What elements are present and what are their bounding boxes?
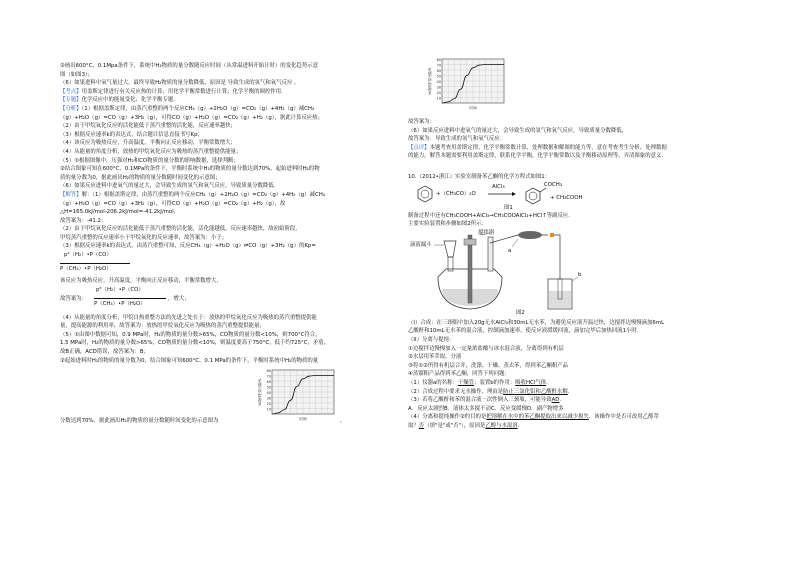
text-line: 乙酸酐和10mL无水苯的混合液，控制滴加速率，使反应液缓缓回流，滴加完毕后加热回流1小时. bbox=[408, 328, 639, 335]
text-line: △H=165.0kJ/mol-206.2kJ/mol=-41.2kJ/mol， bbox=[60, 209, 180, 216]
text-line bbox=[60, 96, 390, 105]
section-text: （1）根据盖斯定律，由蒸汽重整的两个反应CH₄（g）+2H₂O（g）=CO₂（g）+4H₂（g）减CH₄ bbox=[81, 105, 315, 112]
tick-label: 20 bbox=[436, 91, 441, 95]
x-axis-label: 时间 bbox=[469, 106, 477, 110]
text-line: （6）如果进料中氧气量过大，最终导致H₂物质的量分数降低，原因是 导致生成的氢气和氧气反应 。 bbox=[60, 80, 300, 87]
left-text-block-c bbox=[60, 314, 390, 366]
text-line: （5）①由图中数据可知，0.9 MPa时，H₂的物质的量分数>65%，CO物质的量分数<10%，则700°C符合， bbox=[60, 331, 321, 338]
tick-label: 20 bbox=[266, 402, 271, 407]
tick-label: 70 bbox=[436, 63, 441, 68]
figure-label: 图2 bbox=[516, 309, 525, 316]
text-line: 故B正确，ACD错误，故答案为：B； bbox=[60, 349, 149, 356]
answer-blank: 吸收HCl气体 bbox=[515, 379, 547, 386]
text-line: ①边搅拌边慢慢加入一定量浓盐酸与冰水混合液，分离得到有机层 bbox=[408, 345, 564, 352]
kp-denominator: P（CH₄）•P（H₂O） bbox=[60, 266, 112, 273]
kp-answer-suffix: ，增大； bbox=[168, 295, 190, 302]
text-line: （6）如果反应进料中进氧气的量过大，会导致生成的氢气和氧气反应，导致质量分数降低. bbox=[60, 183, 276, 190]
tick-label: 10 bbox=[266, 407, 271, 412]
tick-label: 40 bbox=[266, 391, 271, 396]
question-4: （4）分离和提纯操作②的目的是把溶解在水中的苯乙酮提取出来以减少损失．该操作中是否可改用乙醇萃 bbox=[408, 414, 659, 421]
text-line: （5）①根据图像中，压强对H₂和CO物质的量分数的影响数据，选择判断； bbox=[60, 157, 239, 164]
question-3-options: A．反应太剧烈B．液体太多搅不动C．反应变缓慢D．副产物增多 bbox=[408, 405, 564, 412]
y-axis-label: H₂物质的量分数/% bbox=[258, 378, 262, 406]
kp-expression-2 bbox=[60, 286, 390, 314]
question-1: （1）仪器a的名称：干燥管；装置b的作用：吸收HCl气体. bbox=[408, 379, 548, 386]
question-3: （3）若将乙酸酐和苯的混合液一次性倒入三颈瓶，可能导致AD. bbox=[408, 397, 562, 404]
text-line: 质的量分数为0，据此画出H₂的物质的量分数随时间变化的示意图； bbox=[60, 174, 221, 181]
text-line: 故答案为：-41.2； bbox=[60, 217, 107, 224]
section-text: 解：（1）根据盖斯定律，由蒸汽重整的两个反应CH₄（g）+2H₂O（g）=CO₂（g）+4H₂（g）减CH₄ bbox=[81, 191, 325, 198]
text-line: （3）根据反应速率k的表达式，结合题目信息直接书写Kp； bbox=[60, 131, 203, 138]
text-line: 图（如图3）； bbox=[60, 71, 94, 78]
apparatus-figure bbox=[408, 229, 753, 319]
answer-line: 分数达到70%，据此画出H₂的物质的量分数随时间变化的示意图为 bbox=[60, 418, 219, 425]
y-axis-label: H₂物质的量分数/% bbox=[428, 67, 432, 95]
answer-blank: AD bbox=[551, 397, 560, 404]
text-line: ②水层用苯萃取，分液 bbox=[408, 354, 462, 361]
text-line: 主要实验装置和步骤如图2所示： bbox=[408, 221, 487, 228]
left-text-block-a bbox=[60, 62, 390, 251]
text-line bbox=[60, 191, 390, 200]
right-text-block-a bbox=[408, 118, 753, 161]
section-tag: 【点评】 bbox=[408, 144, 430, 151]
part-a-label: a bbox=[508, 247, 512, 254]
left-text-block-b bbox=[60, 277, 390, 286]
text-line: （g）+H₂O（g）=CO（g）+3H₂（g），可得CO（g）+H₂O（g）=CO₂（g）+H₂（g），据此计算反应热； bbox=[60, 114, 323, 121]
text-line: （4）从能量的角度分析，放热的甲烷氧化反应为吸热的蒸汽重整提供能量； bbox=[60, 148, 242, 155]
tick-label: 30 bbox=[436, 85, 441, 90]
text-line: ③将①②所得有机层合并，洗涤、干燥、蒸去苯，得到苯乙酮粗产品 bbox=[408, 362, 569, 369]
text-line: （2）由于甲烷氧化反应的活化能低于蒸汽重整的活化能，活化能越低，反应速率越快，故初始阶段， bbox=[60, 226, 301, 233]
section-tag: 【专题】 bbox=[60, 97, 82, 104]
funnel-label: 滴液漏斗 bbox=[410, 241, 432, 248]
answer-blank: 防止三氯化铝和乙酸酐水解 bbox=[503, 388, 568, 395]
kp-expression-1 bbox=[60, 251, 390, 277]
stirrer-label: 搅拌器 bbox=[478, 229, 495, 236]
text-line bbox=[60, 88, 390, 97]
tick-label: 40 bbox=[436, 80, 441, 84]
problem-intro: 10.（2012•浙江）实验室制备苯乙酮的化学方程式如图1： bbox=[408, 173, 551, 180]
tick-label: 80 bbox=[266, 369, 271, 374]
h2-fraction-chart bbox=[428, 56, 508, 114]
tick-label: 70 bbox=[266, 374, 271, 379]
question-4-continued: 取？否（填"是"或"否"），原因是乙醇与水混溶. bbox=[408, 422, 520, 429]
text-line: （I）合成：在三颈瓶中加入20g无水AlCl₃和30mL无水苯，为避免反应液升温过快，边搅拌边慢慢滴加6mL bbox=[408, 319, 665, 326]
text-line: （6）如果反应进料中进氧气的量过大，会导致生成的氢气和氧气反应，导致质量分数降低， bbox=[408, 127, 628, 134]
right-text-block-b bbox=[408, 212, 753, 229]
figure-label: 图1 bbox=[504, 204, 513, 211]
left-column bbox=[60, 62, 390, 429]
kp-numerator: p³（H₂）•P（CO） bbox=[96, 286, 144, 293]
text-line: （3）根据反应速率k的表达式，由蒸汽重整可知，反应CH₄（g）+H₂O（g）⇌CO（g）+3H₂（g）的Kp= bbox=[60, 243, 316, 250]
kp-denominator: P（CH₄）•P（H₂O） bbox=[94, 300, 146, 307]
answer-blank: 乙醇与水混溶 bbox=[485, 422, 518, 429]
section-tag: 【解答】 bbox=[60, 191, 82, 198]
text-line: 故答案为： bbox=[408, 119, 435, 125]
right-graph-row bbox=[408, 56, 753, 118]
text-line: ②画出600°C、0.1Mpa条件下，系统中H₂物质的量分数随反应时间（从常温进料开始计时）的变化趋势示意 bbox=[60, 63, 318, 69]
answer-blank: 干燥管 bbox=[457, 379, 475, 386]
text-line: 甲烷蒸汽重整的反应速率小于甲烷氧化的反应速率，故答案为：小于； bbox=[60, 234, 228, 241]
part-b-label: b bbox=[578, 271, 582, 278]
product-group-text: COCH₃ bbox=[544, 181, 562, 188]
answer-blank: 把溶解在水中的苯乙酮提取出来以减少损失 bbox=[486, 414, 589, 421]
text-line: 的能力，解答本题需要利用盖斯定律，联系化学平衡，化学平衡常数以及平衡移动原理等，弄清图象的意义. bbox=[408, 153, 664, 160]
text-line: 该反应为吸热反应，升高温度，平衡向正反应移动，平衡常数增大， bbox=[60, 278, 222, 285]
left-graph-row bbox=[60, 365, 390, 429]
text-line: ④蒸馏粗产品得到苯乙酮，回答下列问题： bbox=[408, 371, 510, 378]
tick-label: 10 bbox=[436, 96, 441, 101]
section-text: 本题考查用盖斯定律、化学平衡常数计算、处理数据和解图的能力等，意在考查考生分析、处理数据 bbox=[429, 144, 667, 151]
kp-answer-prefix: 故答案为： bbox=[60, 295, 87, 302]
reaction-equation bbox=[408, 182, 753, 212]
text-line bbox=[60, 105, 390, 114]
text-line: （4）该反应为吸热反应，升高温度，平衡向正反应移动，平衡常数增大； bbox=[60, 140, 236, 147]
catalyst-text: AlCl₃ bbox=[492, 183, 505, 190]
tick-label: 80 bbox=[436, 58, 441, 62]
section-tag: 【考点】 bbox=[60, 88, 82, 95]
lab-apparatus-drawing bbox=[408, 229, 628, 319]
answer-blank: 否 bbox=[418, 422, 425, 429]
text-line: 制备过程中还有CH₃COOH+AlCl₃→CH₃COOAlCl₂+HCl↑等副反应. bbox=[408, 212, 571, 219]
tick-label: 50 bbox=[266, 385, 271, 390]
reactant-text: +（CH₃CO）₂O bbox=[436, 190, 476, 197]
text-line: 1.5 MPa时，H₂的物质的量分数>65%，CO物质的量分数<10%，则温度要高于750°C，低于约725°C，矛盾， bbox=[60, 340, 330, 347]
text-line: ②起始进料时H₂的物质的量分数为0，结合图象可知600°C、0.1 MPa的条件下，平衡时系统中H₂的物质的量 bbox=[60, 357, 319, 364]
text-line: ②结合图象可知在600°C、0.1MPa的条件下，平衡时系统中H₂的物质的量分数达到70%，起始进料时H₂的物 bbox=[60, 166, 320, 173]
text-line bbox=[408, 144, 753, 153]
tick-label: 30 bbox=[266, 396, 271, 401]
kp-numerator: p³（H₂）•P（CO） bbox=[64, 252, 112, 259]
text-line: （II）分离与提纯： bbox=[408, 336, 455, 343]
tick-label: 50 bbox=[436, 74, 441, 79]
text-line: （4）从能量的角度分析，甲烷自热重整方法的先进之处在于：放热的甲烷氧化反应为吸热的蒸汽重整提供能 bbox=[60, 314, 317, 321]
tick-label: 60 bbox=[436, 69, 441, 73]
tick-label: 60 bbox=[266, 380, 271, 385]
right-column bbox=[408, 56, 753, 430]
section-tag: 【分析】 bbox=[60, 105, 82, 112]
section-text: 化学反应中的能量变化；化学平衡专题. bbox=[81, 97, 175, 104]
section-text: 用盖斯定律进行有关反应热的计算；用化学平衡常数进行计算；化学平衡的调控作用. bbox=[81, 88, 283, 95]
right-text-block-c bbox=[408, 319, 753, 379]
text-line: （2）由于甲烷氧化反应的活化能低于蒸汽重整的活化能，反应速率越快； bbox=[60, 123, 236, 130]
text-line: 量，提高能源的利用率，故答案为：放热的甲烷氧化反应为吸热的蒸汽重整提供能量； bbox=[60, 323, 265, 330]
h2-fraction-chart bbox=[258, 367, 338, 425]
byproduct-text: + CH₃COOH bbox=[550, 194, 583, 201]
text-line: （g）+H₂O（g）=CO（g）+3H₂（g），可得CO（g）+H₂O（g）=CO₂（g）+H₂（g），故 bbox=[60, 200, 286, 207]
fraction-bar bbox=[60, 263, 130, 264]
question-2: （2）合成过程中要求无水操作，理由是防止三氯化铝和乙酸酐水解. bbox=[408, 388, 570, 395]
fraction-bar bbox=[94, 298, 166, 299]
text-line: 故答案为：导致生成的氢气和氧气反应. bbox=[408, 136, 502, 143]
answer-line-end: ， bbox=[340, 418, 346, 425]
x-axis-label: 时间 bbox=[299, 417, 307, 422]
